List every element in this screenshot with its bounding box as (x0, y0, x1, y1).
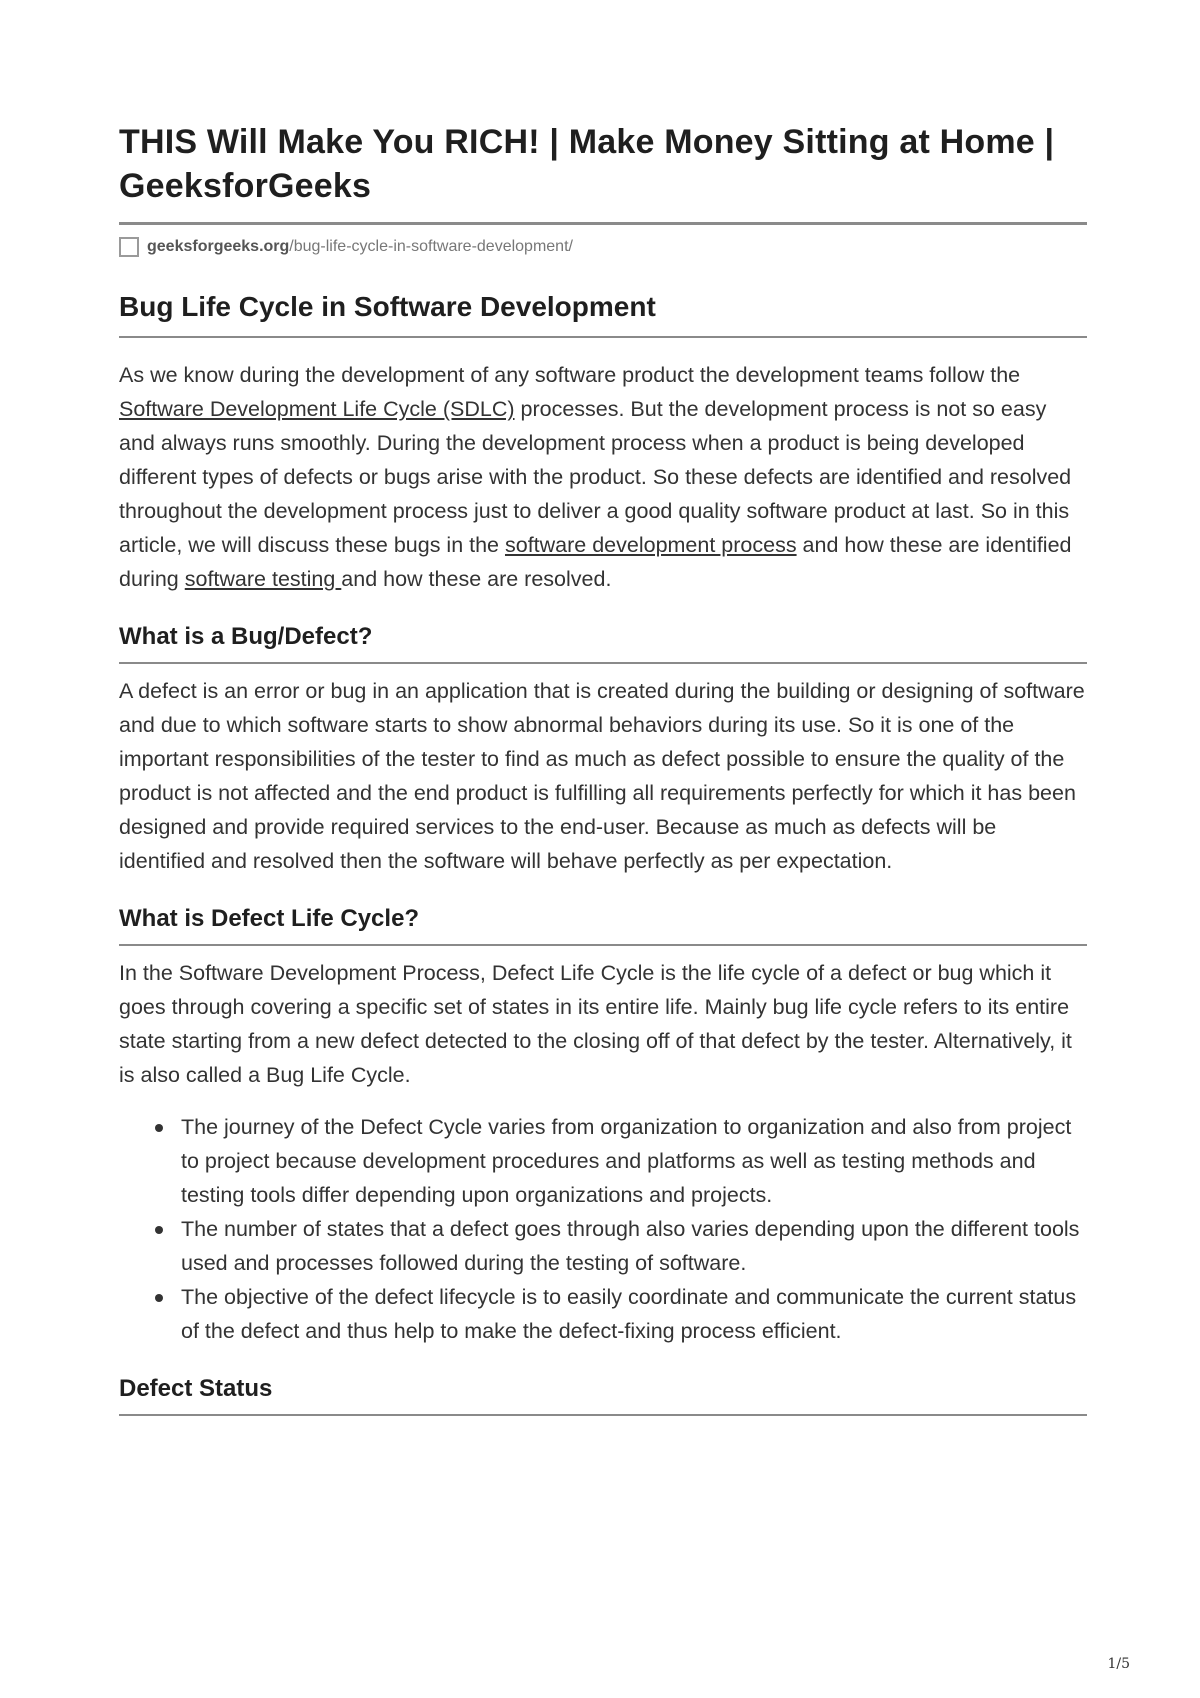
intro-text-4: and how these are resolved. (341, 567, 612, 591)
page-number: 1/5 (1107, 1656, 1130, 1672)
intro-text-2: processes. But the development process is not so easy and always runs smoothly. During the development process when a product is being developed different types of defects or bugs arise with the product. So these defects are identified and resolved throughout the development process just to deliver a good quality software product at last. So in this article, we will discuss these bugs in the (119, 397, 1072, 557)
intro-text-3: and how these are identified during (119, 533, 1072, 591)
defect-cycle-bullet-list (119, 1110, 1087, 1348)
bug-defect-heading: What is a Bug/Defect? (119, 623, 373, 650)
source-domain: geeksforgeeks.org (147, 238, 290, 255)
defect-life-cycle-paragraph: In the Software Development Process, Defect Life Cycle is the life cycle of a defect or bug which it goes through covering a specific set of states in its entire life. Mainly bug life cycle refers to its entire state starting from a new defect detected to the closing off of that defect by the tester. Alternatively, it is also called a Bug Life Cycle. (119, 961, 1072, 1087)
defect-status-heading: Defect Status (119, 1375, 273, 1402)
software-development-process-link[interactable]: software development process (504, 533, 797, 557)
intro-text-1: As we know during the development of any software product the development teams follow the (119, 363, 1021, 387)
intro-paragraph (119, 358, 1087, 596)
list-item: The journey of the Defect Cycle varies from organization to organization and also from project to project because development procedures and platforms as well as testing methods and testing tools differ depending upon organizations and projects. (119, 1110, 1087, 1212)
sdlc-link[interactable]: Software Development Life Cycle (SDLC) (119, 397, 515, 421)
article-heading: Bug Life Cycle in Software Development (119, 291, 656, 322)
list-item: The number of states that a defect goes through also varies depending upon the different tools used and processes followed during the testing of software. (119, 1212, 1087, 1280)
document-page (119, 120, 1087, 1416)
document-title: THIS Will Make You RICH! | Make Money Sitting at Home | GeeksforGeeks (119, 123, 1055, 205)
title-divider (119, 222, 1087, 225)
list-item: The objective of the defect lifecycle is to easily coordinate and communicate the current status of the defect and thus help to make the defect-fixing process efficient. (119, 1280, 1087, 1348)
software-testing-link[interactable]: software testing (184, 567, 342, 591)
source-url-row (119, 234, 1087, 260)
defect-status-divider (119, 1414, 1087, 1416)
bug-defect-paragraph: A defect is an error or bug in an application that is created during the building or designing of software and due to which software starts to show abnormal behaviors during its use. So it is one of the important responsibilities of the tester to find as much as defect possible to ensure the quality of the product is not affected and the end product is fulfilling all requirements perfectly for which it has been designed and provide required services to the end-user. Because as much as defects will be identified and resolved then the software will behave perfectly as per expectation. (119, 679, 1085, 873)
defect-life-cycle-heading: What is Defect Life Cycle? (119, 905, 420, 932)
page-icon (119, 237, 139, 257)
source-path: /bug-life-cycle-in-software-development/ (289, 238, 573, 255)
